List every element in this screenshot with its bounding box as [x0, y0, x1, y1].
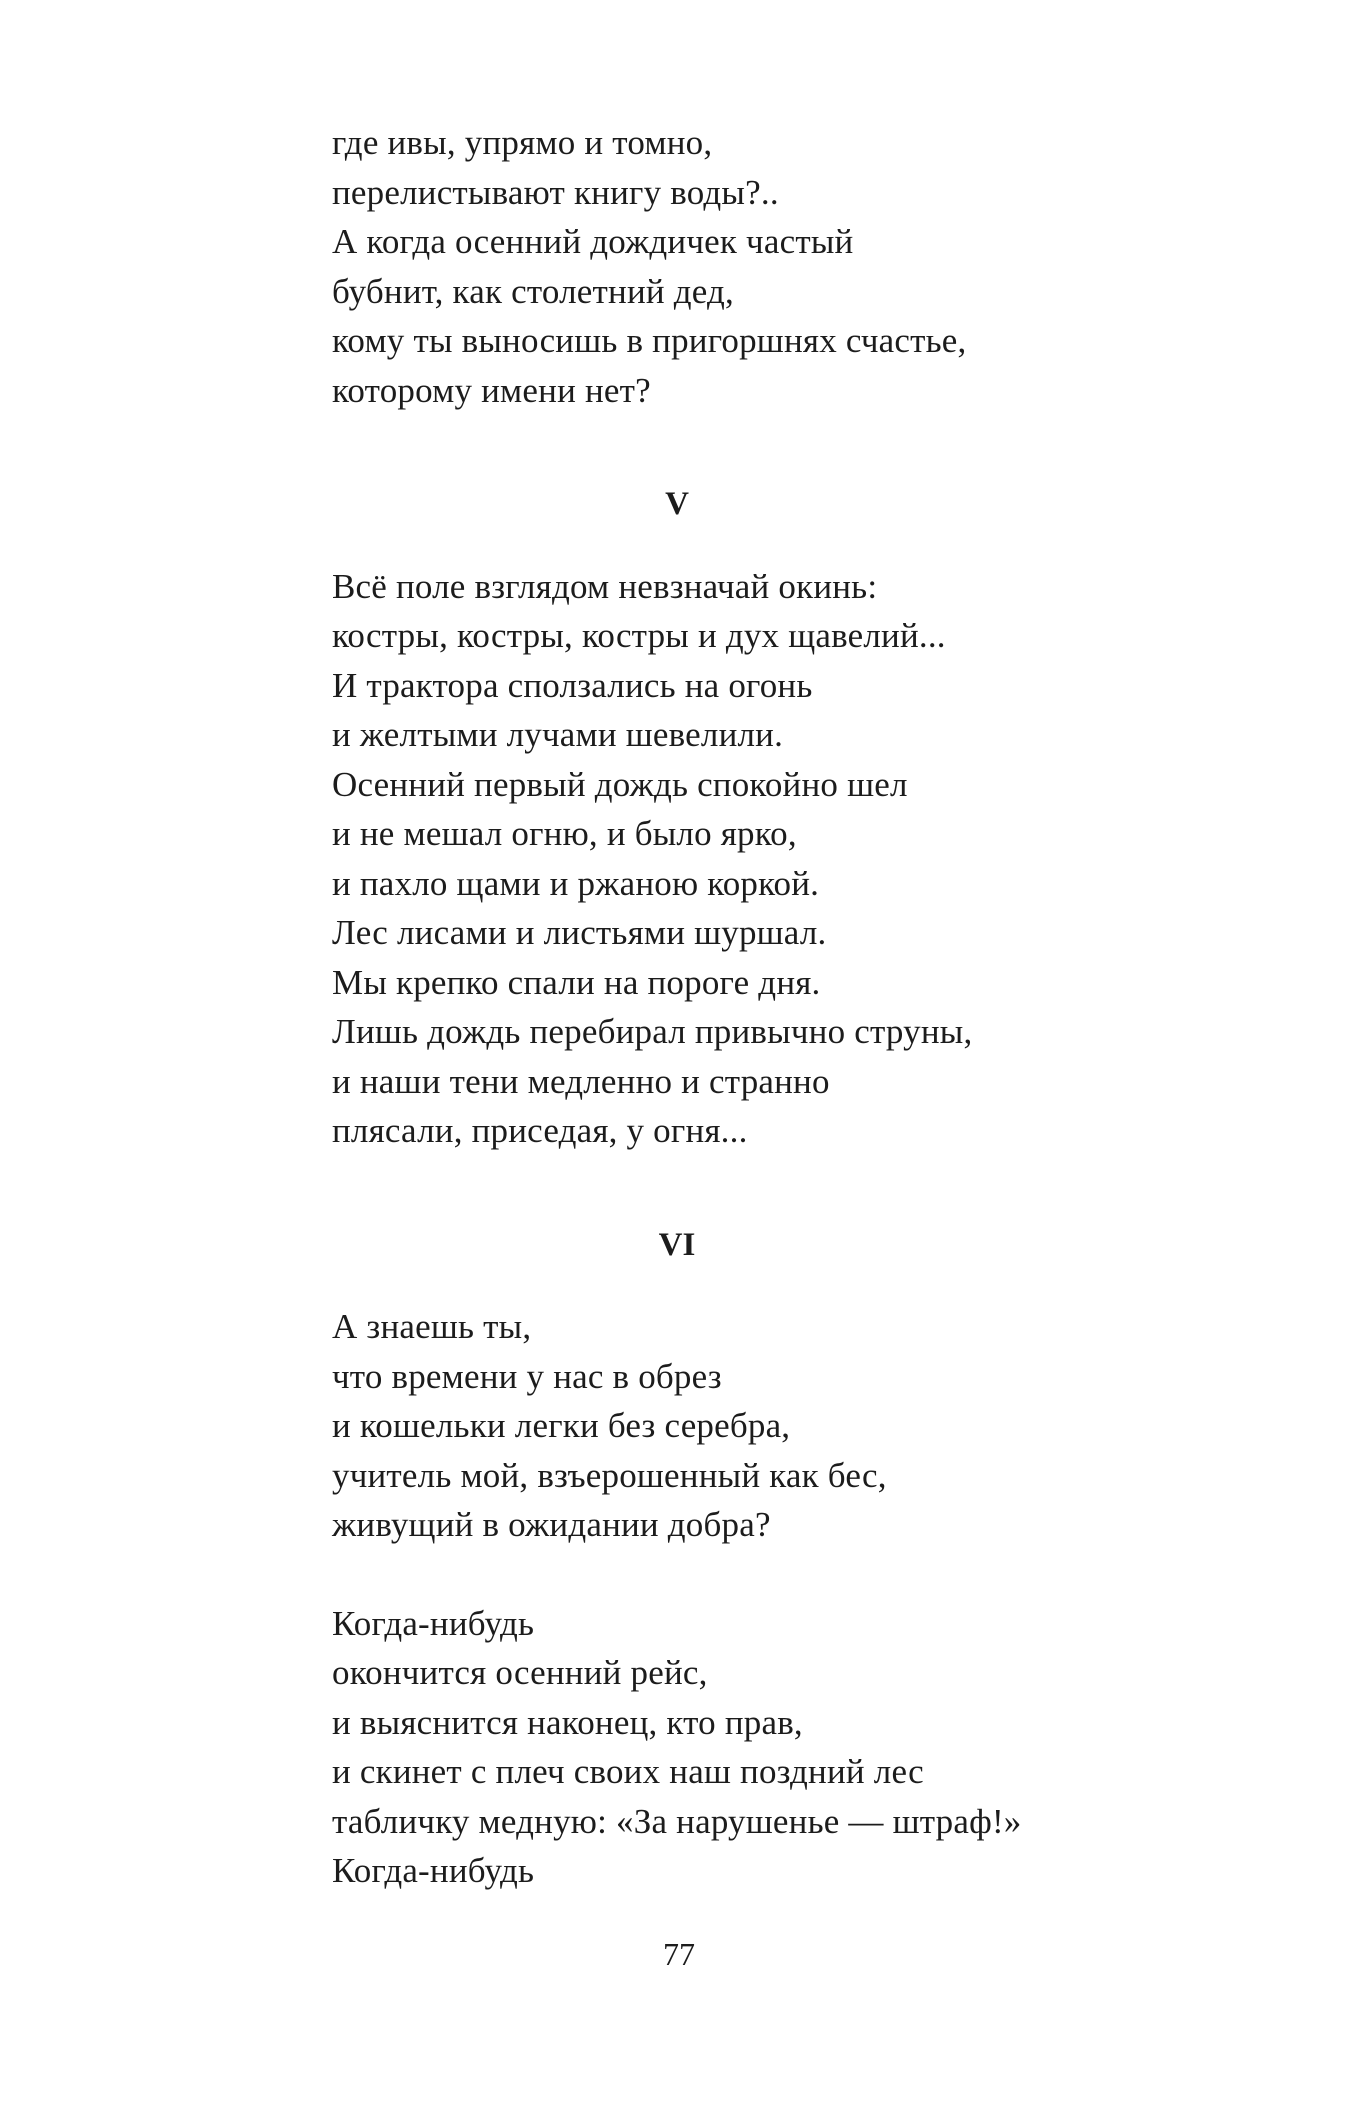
stanza-section-vi-2 [332, 1599, 1232, 1896]
poem-line: и кошельки легки без серебра, [332, 1406, 791, 1445]
stanza-continuation [332, 118, 1232, 415]
spacer [332, 415, 1232, 480]
poem-line: Осенний первый дождь спокойно шел [332, 764, 908, 804]
section-heading-vi: VI [658, 1226, 696, 1263]
poem-line: Лес лисами и листьями шуршал. [332, 913, 827, 952]
poem-line: кому ты выносишь в пригоршнях счастье, [332, 321, 967, 360]
poem-line: живущий в ожидании добра? [332, 1505, 771, 1544]
poem-line: и не мешал огню, и было ярко, [332, 814, 797, 853]
poem-line: и пахло щами и ржаною коркой. [332, 863, 820, 903]
poem-line: и желтыми лучами шевелили. [332, 715, 784, 754]
spacer [332, 1270, 1232, 1302]
poem-line: Когда-нибудь [332, 1851, 535, 1890]
poem-line: Лишь дождь перебирал привычно струны, [332, 1012, 973, 1051]
poem-line: окончится осенний рейс, [332, 1653, 708, 1692]
stanza-section-v [332, 562, 1232, 1156]
poem-line: табличку медную: «За нарушенье — штраф!» [332, 1801, 1022, 1841]
poem-line: Мы крепко спали на пороге дня. [332, 962, 821, 1002]
poem-line: А когда осенний дождичек частый [332, 222, 854, 261]
poem-line: бубнит, как столетний дед, [332, 271, 734, 311]
poem-line: учитель мой, взъерошенный как бес, [332, 1455, 887, 1495]
poem-line: плясали, приседая, у огня... [332, 1111, 748, 1150]
poem-line: и выяснится наконец, кто прав, [332, 1702, 803, 1742]
poem-line: костры, костры, костры и дух щавелий... [332, 616, 946, 655]
poem-line: и наши тени медленно и странно [332, 1061, 830, 1101]
stanza-section-vi-1 [332, 1302, 1232, 1550]
poem-line: где ивы, упрямо и томно, [332, 123, 713, 162]
poem-line: и скинет с плеч своих наш поздний лес [332, 1752, 924, 1791]
poem-line: что времени у нас в обрез [332, 1356, 722, 1396]
poem-text-column [332, 118, 1232, 1896]
poem-line: И трактора сползались на огонь [332, 665, 813, 705]
poem-line: которому имени нет? [332, 370, 651, 410]
poem-line: А знаешь ты, [332, 1307, 532, 1346]
spacer [332, 1156, 1232, 1221]
section-heading-v: V [665, 486, 689, 522]
page-number: 77 [663, 1936, 695, 1972]
spacer [332, 530, 1232, 562]
spacer [332, 1550, 1232, 1599]
poem-line: перелистывают книгу воды?.. [332, 172, 779, 212]
poem-line: Когда-нибудь [332, 1603, 535, 1643]
poem-line: Всё поле взглядом невзначай окинь: [332, 566, 878, 606]
